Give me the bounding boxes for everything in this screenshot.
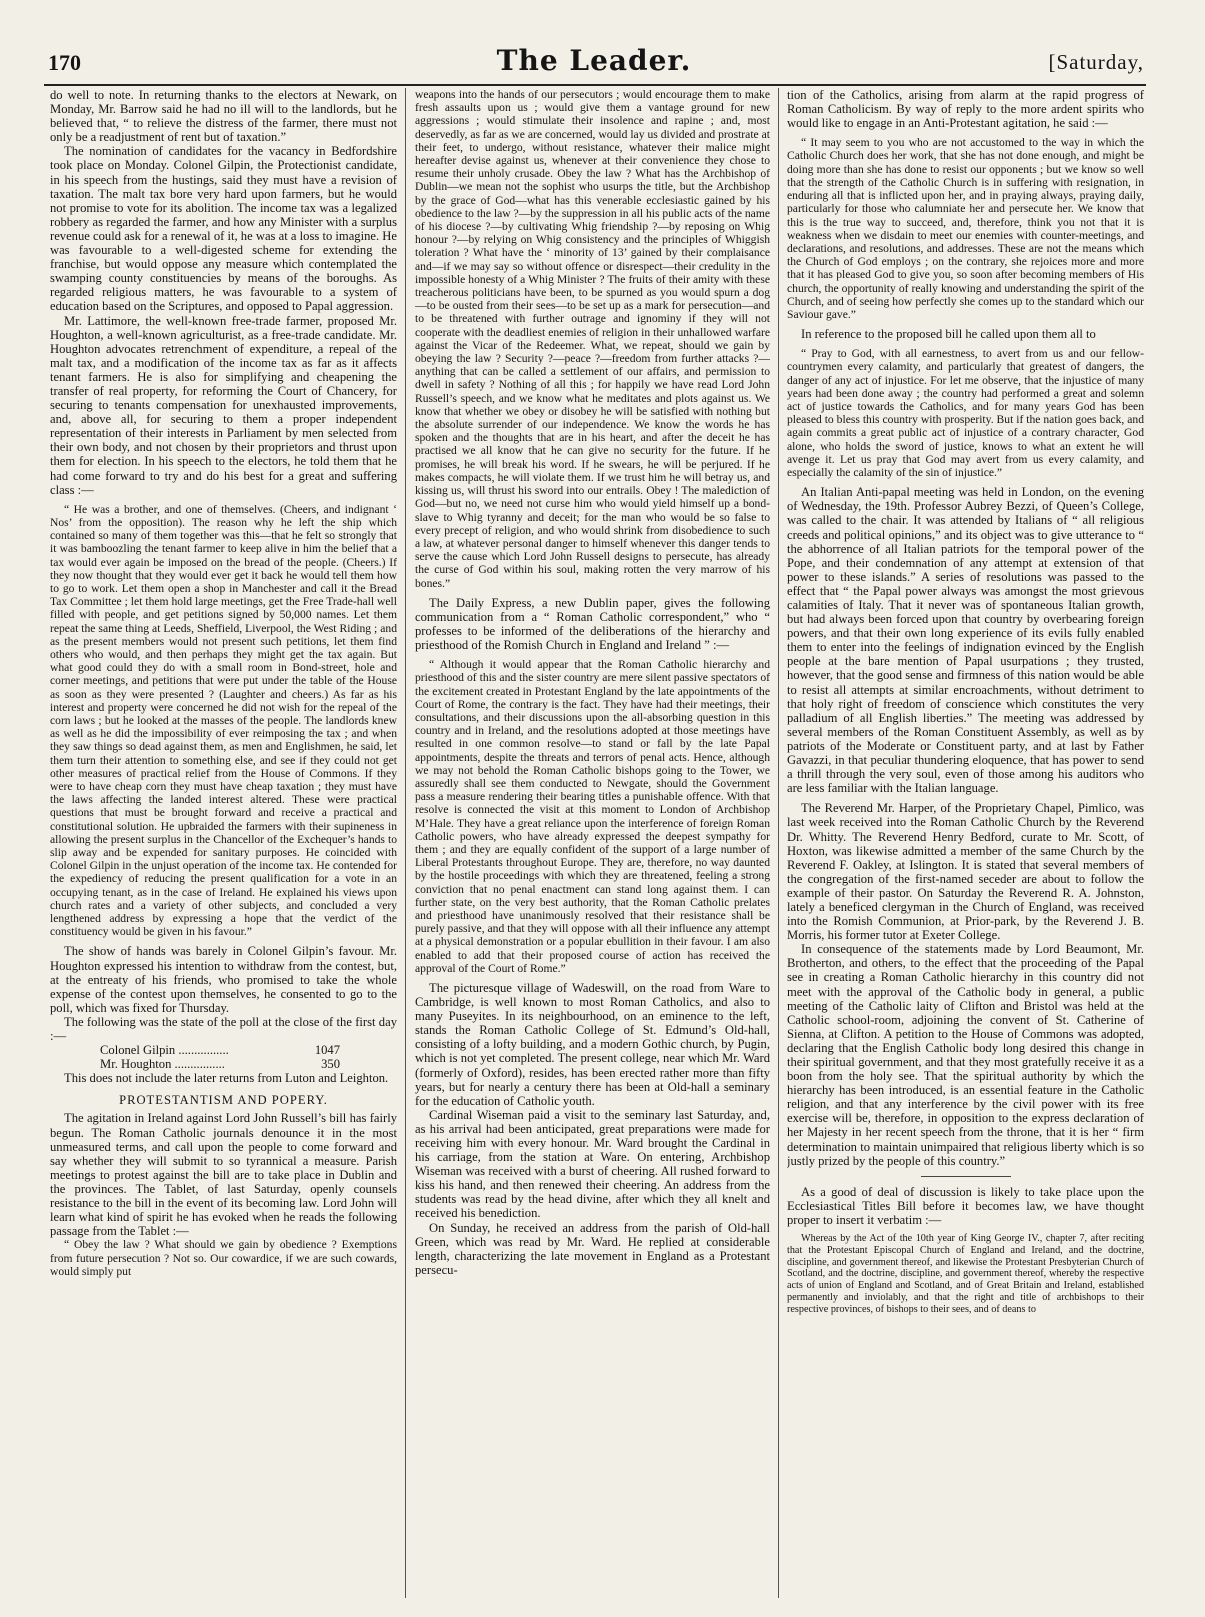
paragraph: Mr. Lattimore, the well-known free-trade farmer, proposed Mr. Houghton, a well-known agriculturist, as a free-trade candidate. Mr. Houghton advocates retrenchment of expenditure, a repeal of the malt tax, and a modification of the income tax as far as it affects tenant farmers. He is also for simplifying and cheapening the transfer of real property, for reforming the Court of Chancery, for securing to tenants compensation for unexhausted improvements, and, above all, for securing to them a proper independent representation of their interests in Parliament by men selected from their own body, and not chosen by their proprietors and thrust upon them for election. In his speech to the electors, he told them that he had come forward to try and do his best for a great and suffering class :—	[50, 313, 397, 497]
paragraph: The nomination of candidates for the vacancy in Bedfordshire took place on Monday. Colonel Gilpin, the Protectionist candidate, in his speech from the hustings, said they must have a revision of taxation. The malt tax bore very hard upon farmers, but he would not promise to vote for its abolition. The income tax was a legalized robbery as regarded the farmer, and how any Minister with a surplus revenue could ask for a renewal of it, he was at a loss to imagine. He was favourable to a well-digested scheme for extending the franchise, but would oppose any measure which contemplated the swamping county constituencies by means of the boroughs. As regarded religious matters, he was favourable to a system of education based on the Scriptures, and opposed to Papal aggression.	[50, 144, 397, 314]
paragraph: Cardinal Wiseman paid a visit to the seminary last Saturday, and, as his arrival had been anticipated, great preparations were made for receiving him with every honour. Mr. Ward brought the Cardinal in his carriage, from the station at Ware. On entering, Archbishop Wiseman was received with a burst of cheering. All rushed forward to kiss his hand, and then renewed their cheering. An address from the students was read by the head divine, after which they all knelt and received his benediction.	[415, 1107, 770, 1221]
paragraph: The Daily Express, a new Dublin paper, gives the following communication from a “ Roman Catholic correspondent,” who “ professes to be informed of the deliberations of the hierarchy and priesthood of the Romish Church in England and Ireland ” :—	[415, 595, 770, 652]
quotation: “ He was a brother, and one of themselves. (Cheers, and indignant ‘ Nos’ from the opposition). The reason why he left the ship which contained so many of them together was this—that he felt so strongly that it was bamboozling the tenant farmer to keep alive in him the belief that a tax would ever again be imposed on the bread of the people. (Cheers.) If they now thought that they would ever get it back he would tell them how to go to work. Let them open a shop in Manchester and call it the Bread Tax Committee ; let them hold large meetings, get the Free Trade-hall well filled with people, and get petitions signed by 50,000 names. Let them repeat the same thing at Leeds, Sheffield, Liverpool, the West Riding ; and as the present members would not present such petitions, let them find others who would, and then perhaps they might get the tax again. But what good could they do with a small room in Bond-street, hole and corner meetings, and petitions that were put under the table of the House as soon as they were presented ? (Laughter and cheers.) As far as his interest and property were concerned he did not wish for the repeal of the corn laws ; but he looked at the masses of the people. The landlords knew as well as he did the impossibility of ever reimposing the tax ; and when they saw things so dead against them, as men and Englishmen, he said, let them turn their attention to something else, and see if they could not get other measures of practical relief from the House of Commons. If they were to have cheap corn they must have cheap taxation ; they must have the laws affecting the landed interest altered. These were practical questions that must be brought forward and receive a practical and constitutional solution. He upbraided the farmers with their supineness in allowing the present surplus in the Chancellor of the Exchequer’s hands to slip away and be expended for sanitary purposes. He coincided with Colonel Gilpin in the unjust operation of the income tax. He contended for the expediency of reducing the present qualification for a vote in an occupying tenant, as in the case of Ireland. He explained his views upon church rates and a variety of other subjects, and concluded a very lengthened address by expressing a hope that the verdict of the constituency would be given in his favour.”	[50, 502, 397, 939]
quotation: “ Obey the law ? What should we gain by obedience ? Exemptions from future persecution ? Not so. Our cowardice, if we are such cowards, would simply put	[50, 1238, 397, 1278]
paragraph: An Italian Anti-papal meeting was held in London, on the evening of Wednesday, the 19th. Professor Aubrey Bezzi, of Queen’s College, was called to the chair. It was attended by Italians of “ all religious creeds and political opinions,” and its object was to give utterance to “ the abhorrence of all Italian patriots for the temporal power of the Pope, and their condemnation of any attempt at extension of that power to these islands.” A series of resolutions was passed to the effect that “ the Papal power always was amongst the most grievous calamities of Italy. That it never was of spontaneous Italian growth, but had always been forced upon that country by overbearing foreign powers, and that their own long experience of its evils fully enabled them to enter into the feelings of indignation evinced by the English people at the bare mention of Papal usurpations ; they trusted, however, that the good sense and firmness of this nation would be able to resist all attempts at similar encroachments, without detriment to that holy right of freedom of conscience which constitutes the very palladium of all English liberties.” The meeting was addressed by several members of the Roman Constituent Assembly, as well as by patriots of the Moderate or Constituent party, and at last by Father Gavazzi, in that peculiar thundering eloquence, that has power to send a thrill through the very soul, even of those among his auditors who are less familiar with the Italian language.	[787, 485, 1144, 796]
quotation: “ Although it would appear that the Roman Catholic hierarchy and priesthood of this and the sister country are mere silent passive spectators of the excitement created in Protestant England by the late appointments of the Court of Rome, the contrary is the fact. They have had their meetings, their consultations, and their discussions upon the all-absorbing question in this country and in Ireland, and the resolutions adopted at those meetings have resulted in one common resolve—to stand or fall by the late Papal appointments, despite the threats and terrors of penal acts. Hence, although we may not behold the Roman Catholic bishops going to the Tower, we assuredly shall see them conducted to Newgate, should the Government pass a measure rendering their bearing titles a punishable offence. With that resolve is connected the visit at this moment to London of Archbishop M’Hale. They have a great reliance upon the interference of foreign Roman Catholic powers, who have already expressed the deepest sympathy for them ; and they are equally confident of the support of a large number of Liberal Protestants throughout Europe. They are, therefore, no way daunted by the hostile proceedings with which they are threatened, feeling a strong conviction that no penal enactment can stand long against them. I can further state, on the very best authority, that the Roman Catholic prelates and priesthood have unanimously resolved that their resistance shall be purely passive, and that they will oppose with all their influence any attempt at a physical demonstration or a popular ebullition in their favour. I am also enabled to add that their proposed course of action has received the approval of the Court of Rome.”	[415, 658, 770, 975]
column-2	[415, 88, 770, 1600]
paragraph: The following was the state of the poll at the close of the first day :—	[50, 1014, 397, 1043]
quotation: weapons into the hands of our persecutors ; would encourage them to make fresh assaults upon us ; would give them a vantage ground for new aggressions ; would stimulate their insolence and rapine ; and, most deservedly, as far as we are concerned, would lay us divided and prostrate at their feet, to undergo, without resistance, whatever their malice might hereafter devise against us, whenever at their convenience they chose to resume their unholy crusade. Obey the law ? What has the Archbishop of Dublin—we mean not the sophist who usurps the title, but the Archbishop by the grace of God—what has this venerable ecclesiastic gained by his obedience to the law ?—by the suppression in all his public acts of the name of his diocese ?—by cultivating Whig friendship ?—by reposing on Whig honour ?—by relying on Whig consistency and the principles of Whiggish toleration ? What have the ‘ minority of 13’ gained by their complaisance and—if we may say so without offence or disrespect—their credulity in the impossible honesty of a Whig Minister ? The fruits of their amity with these treacherous politicians have been, to be spurned as you would spurn a dog—to be ousted from their sees—to be set up as a mark for persecution—and to be threatened with further outrage and ignominy if they will not cooperate with the deadliest enemies of religion in their unhallowed warfare against the Vicar of the Redeemer. What, we repeat, should we gain by obeying the law ? Security ?—peace ?—freedom from further attacks ?—anything that can be called a settlement of our affairs, and permission to dwell in safety ? Nothing of all this ; for happily we have read Lord John Russell’s speech, and we know what he meditates and plots against us. We know that whether we obey or disobey he will be satisfied with nothing but the absolute surrender of our independence. We know the words he has spoken and the thoughts that are in his heart, and after the deceit he has practised we all know that he can give no security for the future. If he promises, he will break his word. If he swears, he will be perjured. If he makes compacts, he will violate them. If we trust him he will betray us, and kissing us, will thrust his sword into our entrails. Obey ! The malediction of God—but no, we need not curse him who would yield himself up a bond-slave to Whig tyranny and deceit; for the man who would be so false to every precept of religion, and who would shrink from disobedience to such a law, at whatever personal danger to himself whenever this danger tends to serve the cause which Lord John Russell designs to persecute, has already the curse of God within his soul, making rotten the very marrow of his bones.”	[415, 88, 770, 590]
bill-text: Whereas by the Act of the 10th year of King George IV., chapter 7, after reciting that the Protestant Episcopal Church of England and Ireland, and the doctrine, discipline, and government thereof, and likewise the Protestant Presbyterian Church of Scotland, and the doctrine, discipline, and government thereof, whereby the respective acts of union of England and Scotland, and of Great Britain and Ireland, established permanently and inviolably, and that the right and title of archbishops to their respective provinces, of bishops to their sees, and of deans to	[787, 1233, 1144, 1315]
paragraph: In reference to the proposed bill he called upon them all to	[801, 327, 1096, 342]
paragraph: tion of the Catholics, arising from alarm at the rapid progress of Roman Catholicism. By way of reply to the more ardent spirits who would like to engage in an Anti-Protestant agitation, he said :—	[787, 88, 1144, 131]
paragraph: As a good of deal of discussion is likely to take place upon the Ecclesiastical Titles Bill before it becomes law, we have thought proper to insert it verbatim :—	[787, 1184, 1144, 1227]
paragraph: The picturesque village of Wadeswill, on the road from Ware to Cambridge, is well known to most Roman Catholics, and also to many Puseyites. In its neighbourhood, on an eminence to the left, stands the Roman Catholic College of St. Edmund’s Old-hall, consisting of a lofty building, and a modern Gothic church, by Pugin, which is not yet completed. The present college, near which Mr. Ward (formerly of Oxford), resides, has been erected rather more than fifty years, but for nearly a century there has been at Old-hall a seminary for the education of Catholic youth.	[415, 980, 770, 1108]
poll-row	[100, 1043, 340, 1057]
issue-day: [Saturday,	[1048, 50, 1144, 74]
poll-votes: 350	[321, 1057, 340, 1072]
column-3	[787, 88, 1144, 1600]
column-divider	[778, 88, 779, 1598]
quotation: “ Pray to God, with all earnestness, to avert from us and our fellow-countrymen every calamity, and particularly that greatest of dangers, the danger of any act of injustice. For let me observe, that the injustice of many years had been done away ; the country had performed a great and solemn act of justice towards the Catholics, and for many years God has been pleased to bless this country with prosperity. But if the nation goes back, and again commits a great public act of injustice of a contrary character, God alone, who holds the sword of justice, knows to what an extent he will avenge it. Let us pray that God may avert from us every calamity, and especially the calamity of the sin of injustice.”	[787, 347, 1144, 480]
poll-votes: 1047	[314, 1043, 340, 1058]
masthead-title: The Leader.	[496, 44, 692, 77]
poll-row	[100, 1057, 340, 1071]
paragraph: The agitation in Ireland against Lord John Russell’s bill has fairly begun. The Roman Catholic journals denounce it in the most unmeasured terms, and call upon the people to come forward and say whether they will submit to so tyrannical a measure. Parish meetings to protest against the bill are to take place in Dublin and the provinces. The Tablet, of last Saturday, openly counsels resistance to the bill in the event of its becoming law. Lord John will learn what kind of spirit he has evoked when he reads the following passage from the Tablet :—	[50, 1111, 397, 1239]
quotation: “ It may seem to you who are not accustomed to the way in which the Catholic Church does her work, that she has not done enough, and might be doing more than she has done to resist our opponents ; but we know so well that the strength of the Catholic Church is in suffering with resignation, in enduring all that is inflicted upon her, and in praying always, praying daily, particularly for those who calumniate her and persecute her. We know that this is the true way to succeed, and, therefore, think you not that it is weakness when we disdain to meet our enemies with counter-meetings, and declarations, and resolutions, and addresses. These are not the means which the Church of God employs ; on the contrary, she rejoices more and more that it has pleased God to give you, so soon after becoming members of His church, the opportunity of really knowing and understanding the spirit of the Church, and of seeing how perfectly she comes up to the standard which our Saviour gave.”	[787, 136, 1144, 321]
header-rule	[44, 84, 1146, 86]
page-number: 170	[48, 50, 81, 75]
paragraph: On Sunday, he received an address from the parish of Old-hall Green, which was read by Mr. Ward. He replied at considerable length, characterizing the late movement in England as a Protestant persecu-	[415, 1220, 770, 1277]
paragraph: do well to note. In returning thanks to the electors at Newark, on Monday, Mr. Barrow said he had no ill will to the landlords, but he believed that, “ to relieve the distress of the farmer, there must not only be a readjustment of rent but of taxation.”	[50, 88, 397, 145]
paragraph: The show of hands was barely in Colonel Gilpin’s favour. Mr. Houghton expressed his intention to withdraw from the contest, but, at the entreaty of his friends, who promised to take the whole expense of the contest upon themselves, he consented to go to the poll, which was fixed for Thursday.	[50, 944, 397, 1015]
poll-candidate: Mr. Houghton ................	[100, 1057, 225, 1072]
column-divider	[405, 88, 406, 1598]
poll-candidate: Colonel Gilpin ................	[100, 1043, 229, 1058]
divider	[921, 1176, 1011, 1177]
column-1	[50, 88, 397, 1600]
paragraph: This does not include the later returns from Luton and Leighton.	[64, 1071, 389, 1086]
page-header	[44, 44, 1144, 80]
section-heading: PROTESTANTISM AND POPERY.	[119, 1093, 328, 1108]
paragraph: The Reverend Mr. Harper, of the Proprietary Chapel, Pimlico, was last week received into the Roman Catholic Church by the Reverend Dr. Whitty. The Reverend Henry Bedford, curate to Mr. Scott, of Hoxton, was likewise admitted a member of the same Church by the Reverend F. Oakley, at Islington. It is stated that several members of the congregation of the first-named seceder are about to follow the example of their pastor. On Saturday the Reverend R. A. Johnston, lately a beneficed clergyman in the Church of England, was received into the Romish Communion, at Prior-park, by the Reverend J. B. Morris, his former tutor at Exeter College.	[787, 801, 1144, 943]
paragraph: In consequence of the statements made by Lord Beaumont, Mr. Brotherton, and others, to the effect that the proceeding of the Papal see in creating a Roman Catholic hierarchy in this country did not meet with the approval of the Catholic body in general, a public meeting of the Catholic laity of Clifton and Bristol was held at the Catholic school-room, adjoining the convent of St. Catherine of Sienna, at Clifton. A petition to the House of Commons was adopted, declaring that the English Catholic body long desired this change in their spiritual government, and that they most gratefully receive it as a boon from the holy see. That the spiritual authority by which the hierarchy has been introduced, is an essential feature in the Catholic religion, and that any interference by the civil power with its free exercise will be, therefore, in opposition to the express declaration of her Majesty in her recent speech from the throne, that it is her “ firm determination to maintain unimpaired that religious liberty which is so justly prized by the people of this country.”	[787, 942, 1144, 1168]
